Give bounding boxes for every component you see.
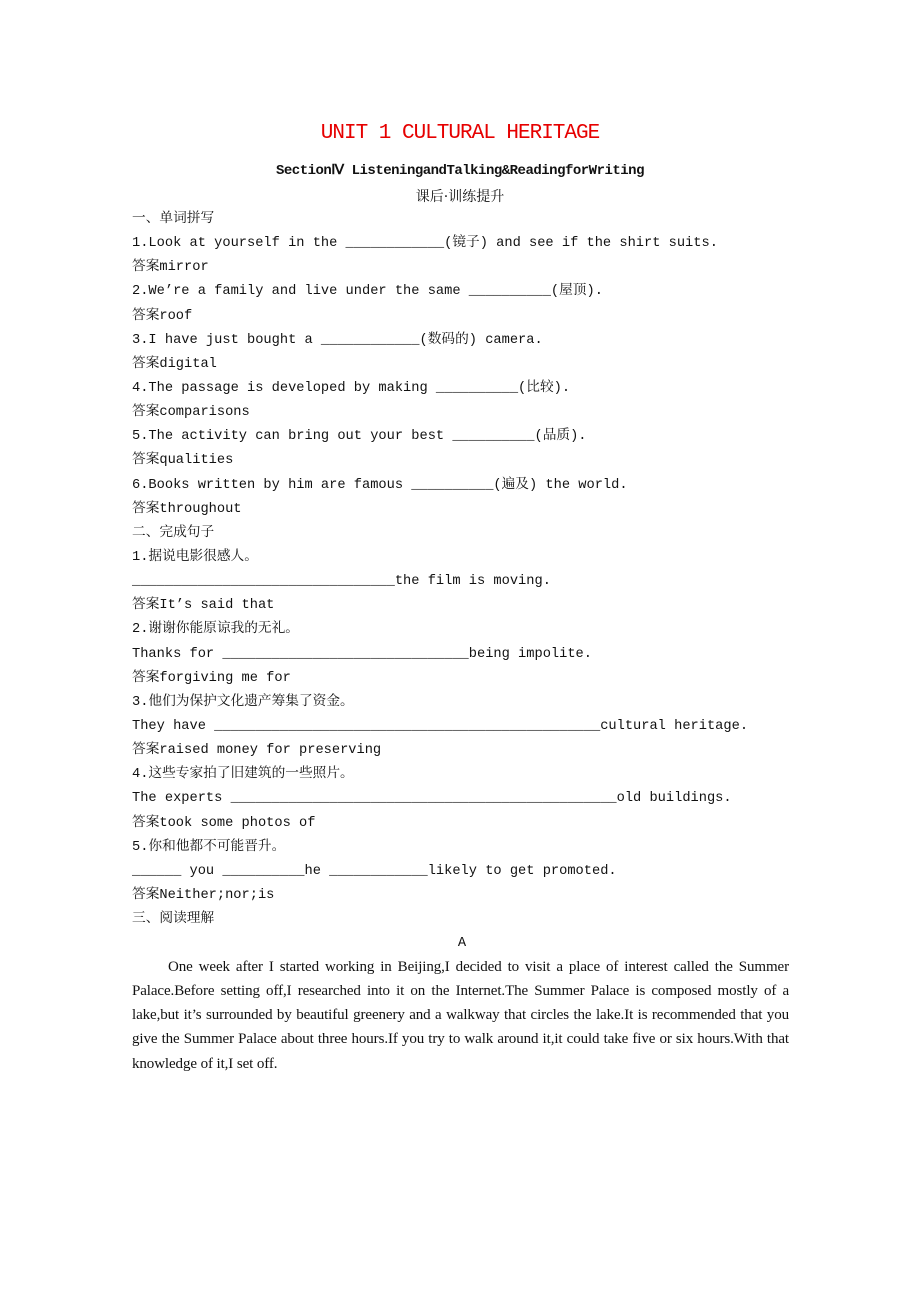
exercise-line: 2.谢谢你能原谅我的无礼。	[132, 622, 299, 638]
answer-line: 答案throughout	[132, 501, 242, 517]
exercise-line: 二、完成句子	[132, 525, 215, 541]
exercise-line: 三、阅读理解	[132, 912, 215, 928]
answer-line: 答案took some photos of	[132, 815, 316, 831]
exercise-line: 5.你和他都不可能晋升。	[132, 839, 286, 855]
exercise-line: 1.据说电影很感人。	[132, 549, 258, 565]
exercise-line: 4.这些专家拍了旧建筑的一些照片。	[132, 767, 354, 783]
section-subtitle: 课后·训练提升	[415, 189, 505, 205]
exercise-body	[132, 208, 792, 956]
answer-line: 答案qualities	[132, 453, 234, 469]
exercise-line: The experts _______________________________________________old buildings.	[132, 791, 732, 807]
answer-line: 答案raised money for preserving	[132, 743, 382, 759]
exercise-line: 3.I have just bought a ____________(数码的) camera.	[132, 332, 543, 348]
answer-line: 答案comparisons	[132, 405, 250, 421]
exercise-line: ________________________________the film is moving.	[132, 574, 551, 590]
unit-title: UNIT 1 CULTURAL HERITAGE	[320, 122, 600, 145]
answer-line: 答案It’s said that	[132, 598, 275, 614]
answer-line: 答案roof	[132, 308, 193, 324]
exercise-line: 5.The activity can bring out your best __________(品质).	[132, 429, 587, 445]
answer-line: 答案forgiving me for	[132, 670, 291, 686]
exercise-line: Thanks for ______________________________being impolite.	[132, 646, 592, 662]
exercise-line: 2.We’re a family and live under the same __________(屋顶).	[132, 284, 603, 300]
exercise-line: A	[457, 936, 467, 952]
exercise-line: 1.Look at yourself in the ____________(镜子) and see if the shirt suits.	[132, 236, 718, 252]
exercise-line: 一、单词拼写	[132, 212, 215, 227]
reading-passage: One week after I started working in Beijing,I decided to visit a place of interest called the Summer Palace.Before setting off,I researched into it on the Internet.The Summer Palace is composed mostly of a lake,but it’s surrounded by beautiful greenery and a walkway that circles the lake.It is recommended that you give the Summer Palace about three hours.If you try to walk around it,it could take five or six hours.With that knowledge of it,I set off.	[132, 959, 789, 1072]
exercise-line: ______ you __________he ____________likely to get promoted.	[132, 863, 617, 879]
exercise-line: 6.Books written by him are famous __________(遍及) the world.	[132, 477, 628, 493]
exercise-line: They have _______________________________________________cultural heritage.	[132, 718, 749, 734]
answer-line: 答案Neither;nor;is	[132, 887, 275, 903]
exercise-line: 3.他们为保护文化遗产筹集了资金。	[132, 694, 354, 710]
section-title: SectionⅣ ListeningandTalking&ReadingforWriting	[276, 163, 644, 179]
exercise-line: 4.The passage is developed by making __________(比较).	[132, 380, 571, 396]
answer-line: 答案mirror	[132, 260, 209, 276]
answer-line: 答案digital	[132, 356, 217, 372]
